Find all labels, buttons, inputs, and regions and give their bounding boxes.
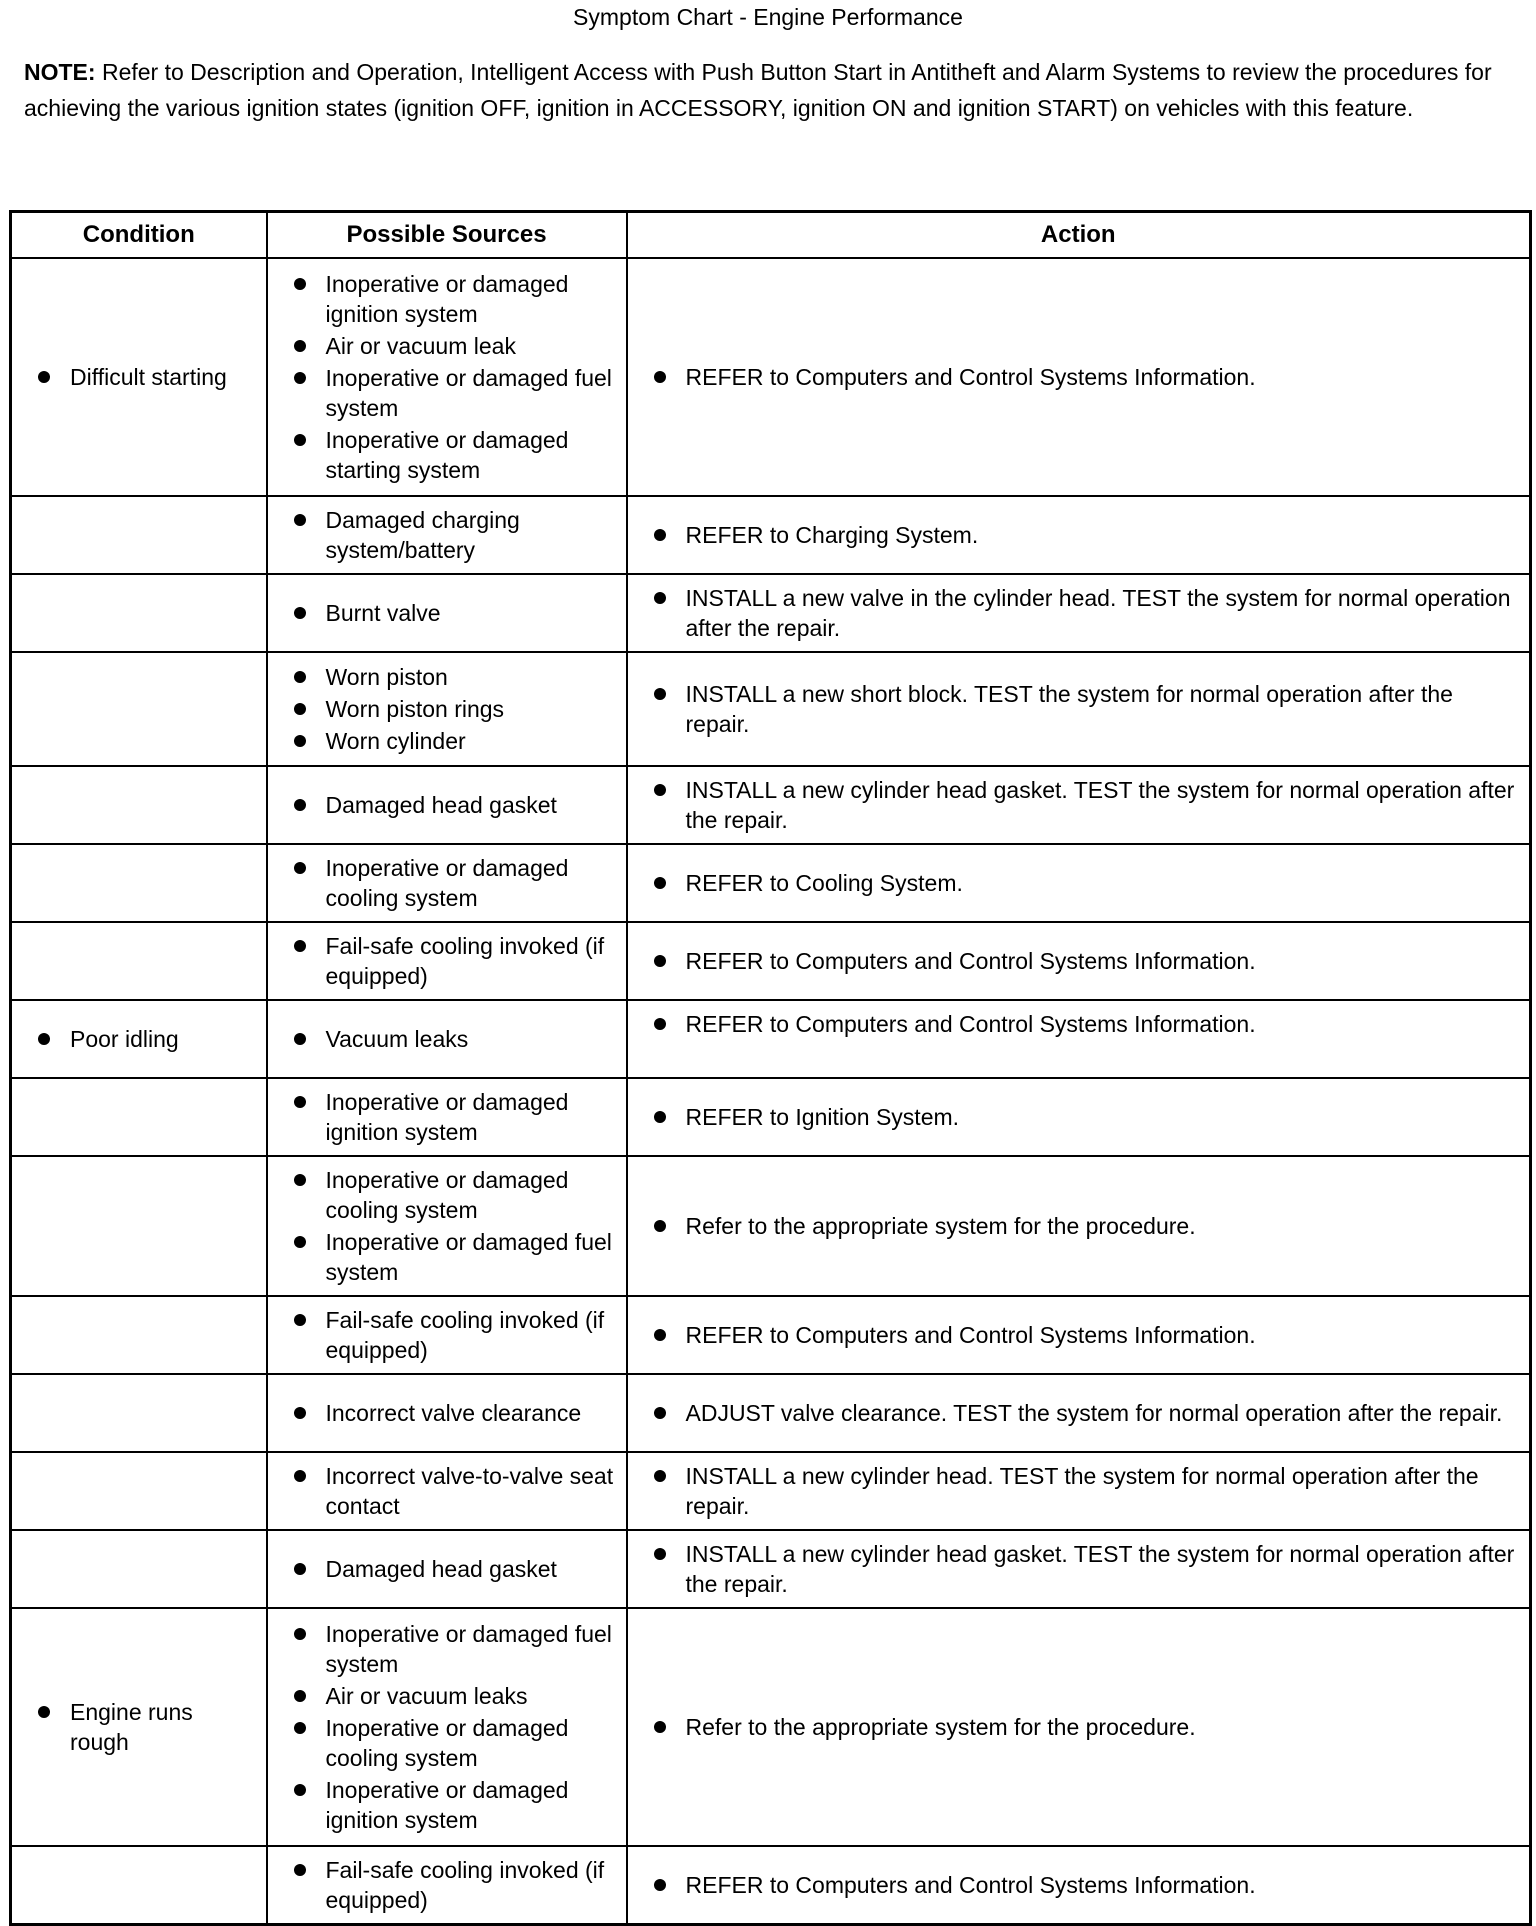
action-item: INSTALL a new valve in the cylinder head. TEST the system for normal operation after the repair.: [686, 583, 1518, 643]
sources-list: [268, 1619, 626, 1835]
action-cell: [627, 1530, 1531, 1608]
sources-list: [268, 1461, 626, 1521]
sources-cell: [267, 1374, 627, 1452]
header-action: Action: [627, 212, 1531, 259]
condition-item: Engine runs rough: [70, 1697, 256, 1757]
action-cell: [627, 1374, 1531, 1452]
action-cell: [627, 1000, 1531, 1078]
source-item: Damaged head gasket: [326, 1554, 616, 1584]
source-item: Worn piston: [326, 662, 616, 692]
action-cell: [627, 1452, 1531, 1530]
table-row: [11, 574, 1531, 652]
action-list: [628, 362, 1530, 392]
action-item: REFER to Computers and Control Systems Information.: [686, 946, 1518, 976]
sources-cell: [267, 1156, 627, 1296]
table-body: [11, 258, 1531, 1924]
action-item: REFER to Computers and Control Systems Information.: [686, 1320, 1518, 1350]
sources-cell: [267, 1608, 627, 1846]
action-list: [628, 679, 1530, 739]
condition-list: [12, 362, 266, 392]
action-cell: [627, 1296, 1531, 1374]
action-item: Refer to the appropriate system for the procedure.: [686, 1211, 1518, 1241]
source-item: Inoperative or damaged starting system: [326, 425, 616, 485]
action-item: ADJUST valve clearance. TEST the system for normal operation after the repair.: [686, 1398, 1518, 1428]
table-row: [11, 652, 1531, 766]
source-item: Worn piston rings: [326, 694, 616, 724]
table-row: [11, 1530, 1531, 1608]
action-cell: [627, 258, 1531, 496]
action-list: [628, 946, 1530, 976]
sources-cell: [267, 1000, 627, 1078]
action-list: [628, 1461, 1530, 1521]
action-list: [628, 1712, 1530, 1742]
action-list: [628, 1539, 1530, 1599]
condition-cell: [11, 1078, 267, 1156]
action-item: REFER to Computers and Control Systems Information.: [686, 1009, 1518, 1039]
table-row: [11, 496, 1531, 574]
action-item: INSTALL a new cylinder head gasket. TEST the system for normal operation after the repair.: [686, 1539, 1518, 1599]
table-row: [11, 258, 1531, 496]
condition-cell: [11, 1156, 267, 1296]
source-item: Inoperative or damaged ignition system: [326, 1775, 616, 1835]
action-item: REFER to Ignition System.: [686, 1102, 1518, 1132]
sources-list: [268, 269, 626, 485]
condition-cell: [11, 844, 267, 922]
action-cell: [627, 1078, 1531, 1156]
action-item: INSTALL a new cylinder head gasket. TEST the system for normal operation after the repair.: [686, 775, 1518, 835]
source-item: Incorrect valve clearance: [326, 1398, 616, 1428]
sources-list: [268, 1398, 626, 1428]
sources-cell: [267, 1078, 627, 1156]
note-text: Refer to Description and Operation, Intelligent Access with Push Button Start in Antitheft and Alarm Systems to review the procedures for achieving the various ignition states (ignition OFF, ignition in ACCESSORY, ignition ON and ignition START) on vehicles with this feature.: [24, 59, 1492, 121]
source-item: Vacuum leaks: [326, 1024, 616, 1054]
action-item: INSTALL a new cylinder head. TEST the system for normal operation after the repair.: [686, 1461, 1518, 1521]
action-item: REFER to Charging System.: [686, 520, 1518, 550]
source-item: Inoperative or damaged ignition system: [326, 1087, 616, 1147]
source-item: Worn cylinder: [326, 726, 616, 756]
action-list: [628, 1009, 1530, 1039]
source-item: Fail-safe cooling invoked (if equipped): [326, 1855, 616, 1915]
table-row: [11, 1374, 1531, 1452]
action-list: [628, 520, 1530, 550]
sources-list: [268, 505, 626, 565]
symptom-chart-table: [9, 210, 1532, 1926]
action-cell: [627, 1156, 1531, 1296]
condition-cell: [11, 496, 267, 574]
action-list: [628, 1211, 1530, 1241]
source-item: Air or vacuum leak: [326, 331, 616, 361]
table-row: [11, 1608, 1531, 1846]
table-row: [11, 1156, 1531, 1296]
sources-cell: [267, 496, 627, 574]
sources-cell: [267, 652, 627, 766]
table-row: [11, 1078, 1531, 1156]
sources-list: [268, 1024, 626, 1054]
action-item: REFER to Computers and Control Systems Information.: [686, 362, 1518, 392]
source-item: Damaged charging system/battery: [326, 505, 616, 565]
sources-cell: [267, 258, 627, 496]
source-item: Incorrect valve-to-valve seat contact: [326, 1461, 616, 1521]
table-row: [11, 1000, 1531, 1078]
action-cell: [627, 766, 1531, 844]
action-list: [628, 1870, 1530, 1900]
source-item: Inoperative or damaged fuel system: [326, 363, 616, 423]
sources-list: [268, 1305, 626, 1365]
condition-cell: [11, 1296, 267, 1374]
condition-cell: [11, 1530, 267, 1608]
action-list: [628, 1102, 1530, 1132]
action-item: REFER to Cooling System.: [686, 868, 1518, 898]
source-item: Inoperative or damaged cooling system: [326, 1165, 616, 1225]
sources-list: [268, 1087, 626, 1147]
action-cell: [627, 922, 1531, 1000]
condition-cell: [11, 574, 267, 652]
condition-list: [12, 1697, 266, 1757]
sources-cell: [267, 1846, 627, 1924]
sources-list: [268, 790, 626, 820]
condition-cell: [11, 1374, 267, 1452]
condition-cell: [11, 766, 267, 844]
source-item: Fail-safe cooling invoked (if equipped): [326, 1305, 616, 1365]
action-cell: [627, 844, 1531, 922]
sources-list: [268, 853, 626, 913]
source-item: Burnt valve: [326, 598, 616, 628]
source-item: Inoperative or damaged cooling system: [326, 1713, 616, 1773]
sources-cell: [267, 922, 627, 1000]
table-row: [11, 844, 1531, 922]
note-label: NOTE:: [24, 59, 96, 85]
header-possible-sources: Possible Sources: [267, 212, 627, 259]
action-cell: [627, 1608, 1531, 1846]
sources-cell: [267, 844, 627, 922]
action-list: [628, 1320, 1530, 1350]
sources-cell: [267, 574, 627, 652]
action-item: INSTALL a new short block. TEST the system for normal operation after the repair.: [686, 679, 1518, 739]
condition-list: [12, 1024, 266, 1054]
page-title: Symptom Chart - Engine Performance: [573, 4, 963, 30]
action-cell: [627, 496, 1531, 574]
action-item: REFER to Computers and Control Systems Information.: [686, 1870, 1518, 1900]
sources-list: [268, 1165, 626, 1287]
sources-list: [268, 1554, 626, 1584]
condition-cell: [11, 1000, 267, 1078]
sources-cell: [267, 1296, 627, 1374]
source-item: Damaged head gasket: [326, 790, 616, 820]
action-list: [628, 775, 1530, 835]
sources-list: [268, 931, 626, 991]
table-row: [11, 766, 1531, 844]
source-item: Inoperative or damaged fuel system: [326, 1619, 616, 1679]
sources-list: [268, 662, 626, 756]
table-row: [11, 1296, 1531, 1374]
source-item: Inoperative or damaged cooling system: [326, 853, 616, 913]
table-row: [11, 1846, 1531, 1924]
source-item: Air or vacuum leaks: [326, 1681, 616, 1711]
condition-cell: [11, 258, 267, 496]
action-cell: [627, 1846, 1531, 1924]
condition-cell: [11, 652, 267, 766]
condition-cell: [11, 1608, 267, 1846]
sources-cell: [267, 766, 627, 844]
action-cell: [627, 574, 1531, 652]
condition-cell: [11, 922, 267, 1000]
condition-cell: [11, 1452, 267, 1530]
source-item: Inoperative or damaged fuel system: [326, 1227, 616, 1287]
sources-list: [268, 1855, 626, 1915]
header-row: [11, 212, 1531, 259]
header-condition: Condition: [11, 212, 267, 259]
sources-cell: [267, 1530, 627, 1608]
table-row: [11, 922, 1531, 1000]
condition-item: Poor idling: [70, 1024, 256, 1054]
sources-list: [268, 598, 626, 628]
action-item: Refer to the appropriate system for the procedure.: [686, 1712, 1518, 1742]
action-list: [628, 583, 1530, 643]
action-list: [628, 868, 1530, 898]
condition-item: Difficult starting: [70, 362, 256, 392]
condition-cell: [11, 1846, 267, 1924]
source-item: Inoperative or damaged ignition system: [326, 269, 616, 329]
table-row: [11, 1452, 1531, 1530]
note-paragraph: [24, 54, 1514, 126]
action-list: [628, 1398, 1530, 1428]
sources-cell: [267, 1452, 627, 1530]
action-cell: [627, 652, 1531, 766]
source-item: Fail-safe cooling invoked (if equipped): [326, 931, 616, 991]
